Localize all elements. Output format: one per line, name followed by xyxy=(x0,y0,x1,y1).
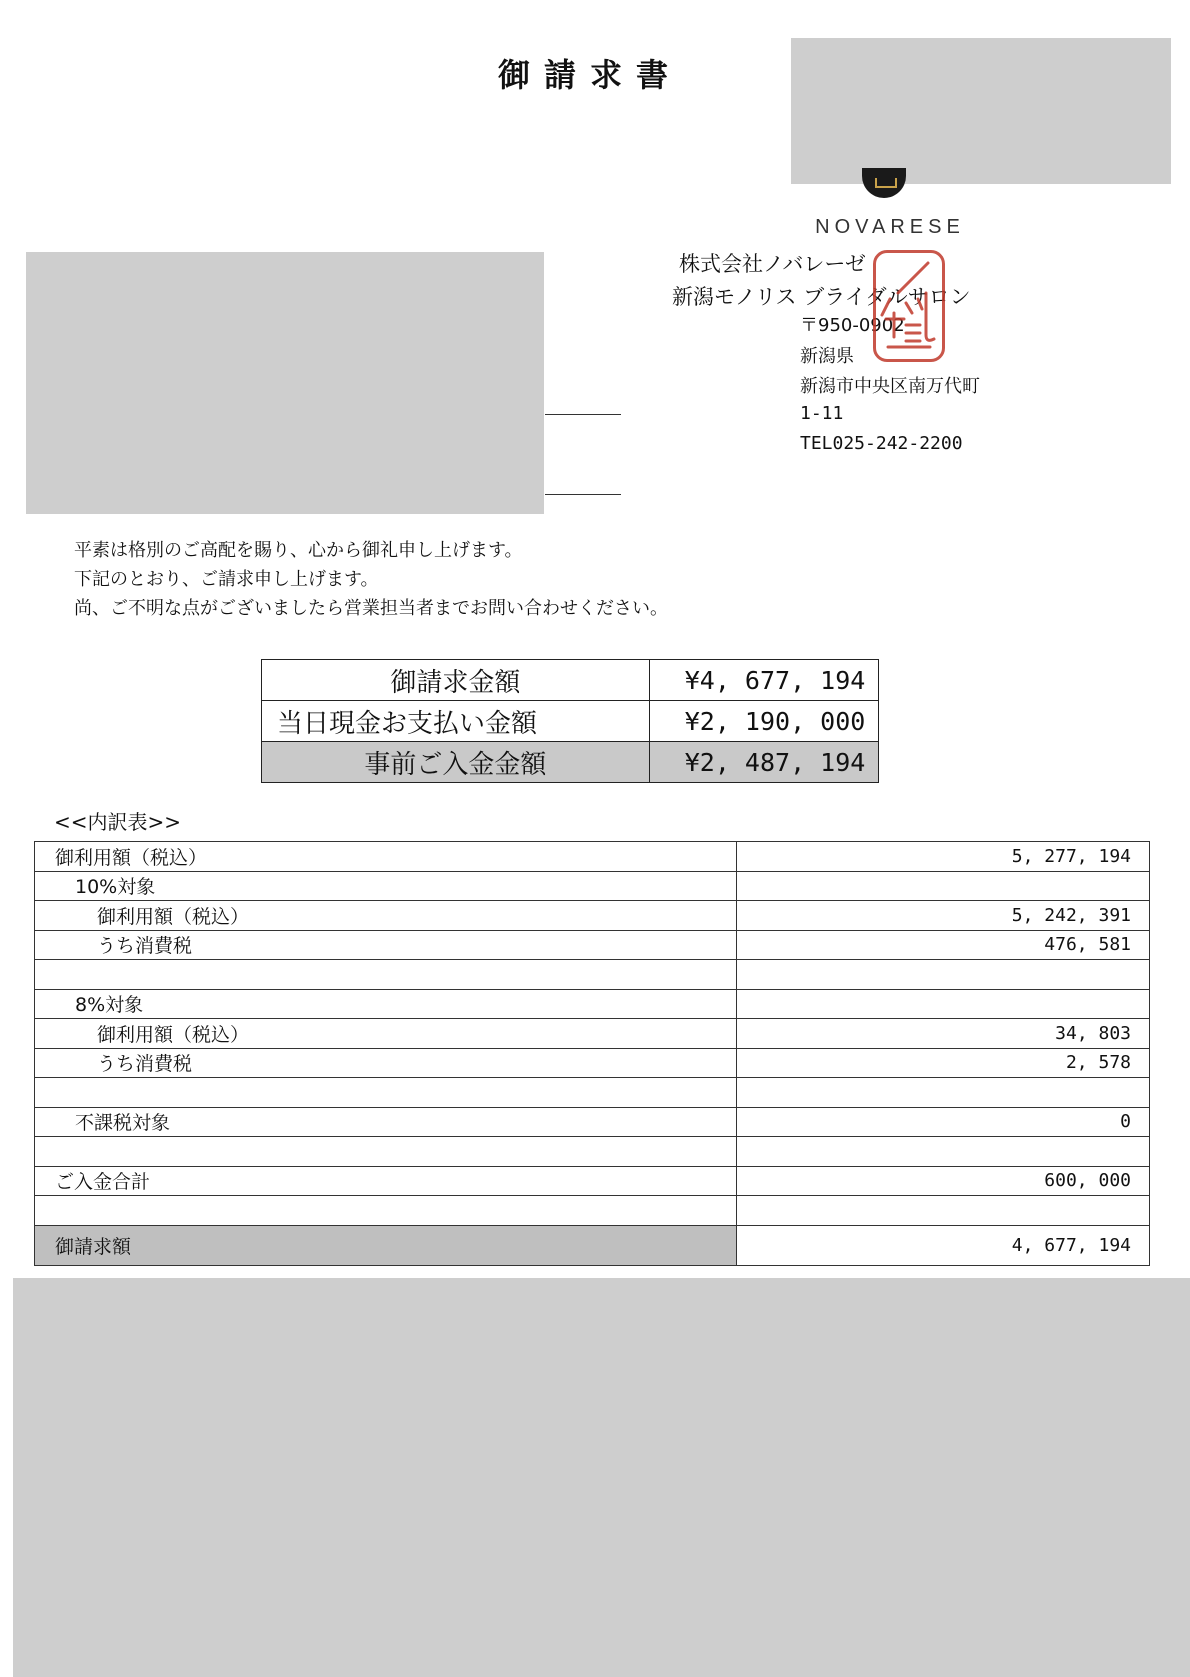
breakdown-label xyxy=(35,1137,737,1167)
breakdown-value: 0 xyxy=(737,1107,1150,1137)
table-row xyxy=(35,1048,1150,1078)
company-seal-stamp-icon xyxy=(873,250,945,362)
client-honorific-underline xyxy=(545,494,621,495)
breakdown-value: 34, 803 xyxy=(737,1019,1150,1049)
breakdown-value xyxy=(737,1137,1150,1167)
issuer-city: 新潟市中央区南万代町 xyxy=(800,376,980,397)
table-row xyxy=(35,930,1150,960)
document-title: 御請求書 xyxy=(497,56,682,94)
breakdown-label: 御請求額 xyxy=(35,1225,737,1265)
table-row xyxy=(35,1078,1150,1108)
issuer-phone: TEL025-242-2200 xyxy=(800,433,963,454)
issuer-street-number: 1-11 xyxy=(800,403,844,424)
summary-label: 事前ご入金金額 xyxy=(262,742,650,783)
summary-row-invoice-total xyxy=(262,660,879,701)
breakdown-label: 御利用額（税込） xyxy=(35,842,737,872)
breakdown-value xyxy=(737,989,1150,1019)
breakdown-label: ご入金合計 xyxy=(35,1166,737,1196)
redacted-area-logo xyxy=(791,38,1171,184)
breakdown-value: 600, 000 xyxy=(737,1166,1150,1196)
breakdown-value: 476, 581 xyxy=(737,930,1150,960)
table-row xyxy=(35,1166,1150,1196)
breakdown-label: 御利用額（税込） xyxy=(35,1019,737,1049)
redacted-area-bottom xyxy=(13,1278,1190,1677)
greeting-line-1: 平素は格別のご高配を賜り、心から御礼申し上げます。 xyxy=(74,540,523,561)
table-row xyxy=(35,1137,1150,1167)
greeting-line-3: 尚、ご不明な点がございましたら営業担当者までお問い合わせください。 xyxy=(74,598,668,619)
breakdown-label: 8%対象 xyxy=(35,989,737,1019)
table-row xyxy=(35,960,1150,990)
breakdown-table xyxy=(34,841,1150,1266)
client-name-underline xyxy=(545,414,621,415)
breakdown-value xyxy=(737,871,1150,901)
breakdown-value xyxy=(737,1196,1150,1226)
breakdown-label: 不課税対象 xyxy=(35,1107,737,1137)
breakdown-label xyxy=(35,960,737,990)
table-row xyxy=(35,901,1150,931)
table-row xyxy=(35,1196,1150,1226)
breakdown-value: 5, 277, 194 xyxy=(737,842,1150,872)
summary-value: ¥4, 677, 194 xyxy=(649,660,878,701)
brand-name: NOVARESE xyxy=(815,216,965,238)
summary-row-advance-payment xyxy=(262,742,879,783)
breakdown-label: うち消費税 xyxy=(35,930,737,960)
brand-logo-icon xyxy=(862,168,906,198)
breakdown-label xyxy=(35,1078,737,1108)
issuer-company: 株式会社ノバレーゼ xyxy=(679,252,866,276)
summary-label: 御請求金額 xyxy=(262,660,650,701)
breakdown-title: <<内訳表>> xyxy=(54,810,182,834)
breakdown-label xyxy=(35,1196,737,1226)
invoice-summary-table xyxy=(261,659,879,783)
table-row xyxy=(35,1019,1150,1049)
breakdown-value xyxy=(737,1078,1150,1108)
breakdown-value: 4, 677, 194 xyxy=(737,1225,1150,1265)
summary-value: ¥2, 487, 194 xyxy=(649,742,878,783)
breakdown-label: 御利用額（税込） xyxy=(35,901,737,931)
table-row-invoice-total xyxy=(35,1225,1150,1265)
breakdown-value: 2, 578 xyxy=(737,1048,1150,1078)
table-row xyxy=(35,842,1150,872)
issuer-prefecture: 新潟県 xyxy=(800,346,854,367)
breakdown-label: うち消費税 xyxy=(35,1048,737,1078)
greeting-line-2: 下記のとおり、ご請求申し上げます。 xyxy=(74,569,379,590)
breakdown-value xyxy=(737,960,1150,990)
table-row xyxy=(35,989,1150,1019)
table-row xyxy=(35,1107,1150,1137)
breakdown-label: 10%対象 xyxy=(35,871,737,901)
issuer-postal-code: 〒950-0902 xyxy=(800,315,905,336)
issuer-salon: 新潟モノリス ブライダルサロン xyxy=(672,285,971,309)
summary-row-cash-payment xyxy=(262,701,879,742)
summary-label: 当日現金お支払い金額 xyxy=(262,701,650,742)
breakdown-value: 5, 242, 391 xyxy=(737,901,1150,931)
redacted-area-client xyxy=(26,252,544,514)
table-row xyxy=(35,871,1150,901)
summary-value: ¥2, 190, 000 xyxy=(649,701,878,742)
